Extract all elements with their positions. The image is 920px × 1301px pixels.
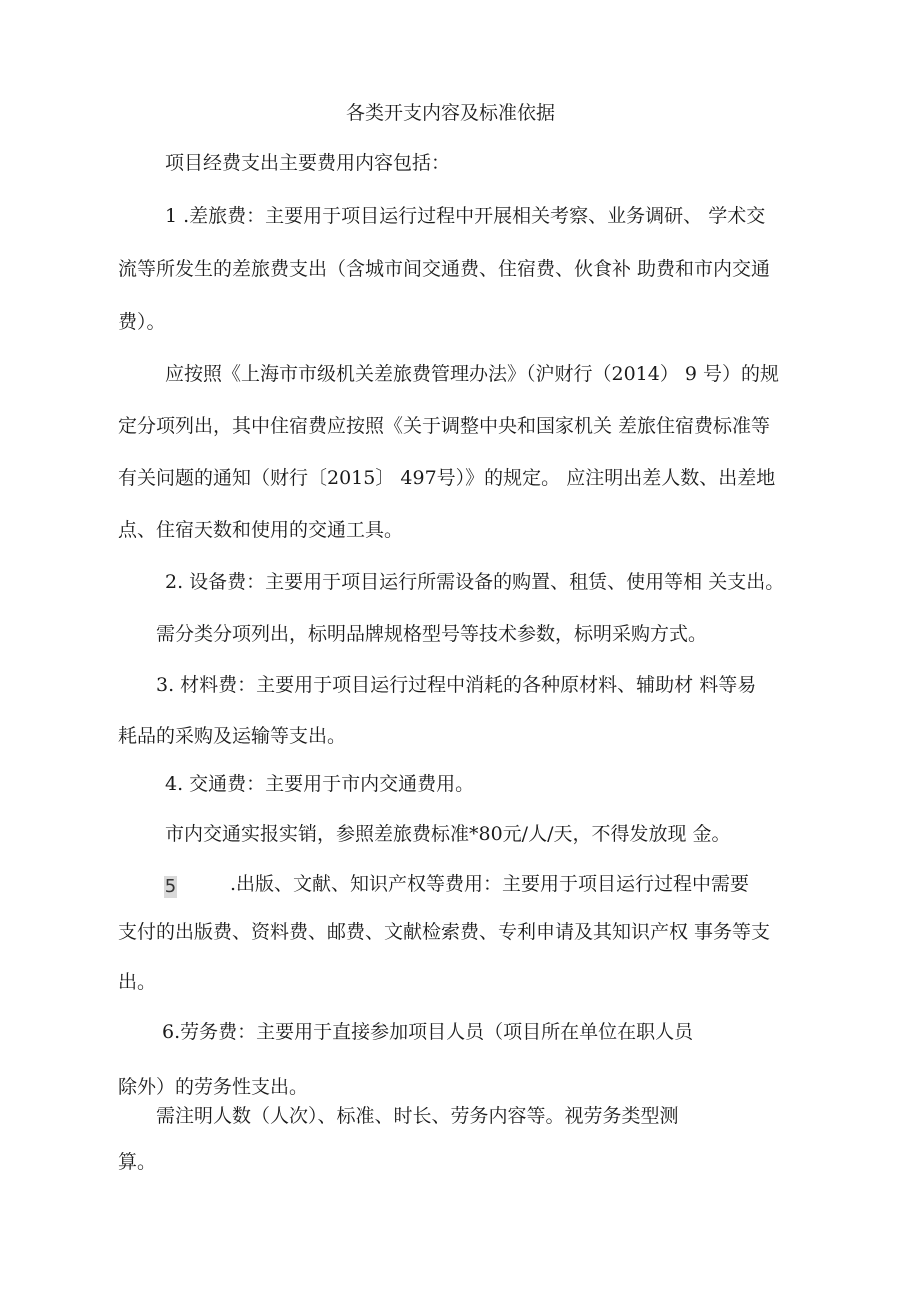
labor-line-2: 除外）的劳务性支出。 (118, 1076, 309, 1098)
travel-line-1: 1 .差旅费：主要用于项目运行过程中开展相关考察、业务调研、 学术交 (165, 205, 766, 227)
page-title: 各类开支内容及标准依据 (346, 102, 556, 124)
travel-line-5: 定分项列出，其中住宿费应按照《关于调整中央和国家机关 差旅住宿费标准等 (118, 415, 771, 437)
travel-line-3: 费）。 (118, 311, 166, 333)
labor-line-3: 需注明人数（人次）、标准、时长、劳务内容等。视劳务类型测 (156, 1105, 679, 1127)
travel-line-2: 流等所发生的差旅费支出（含城市间交通费、住宿费、伙食补 助费和市内交通 (118, 258, 771, 280)
section-number-5: 5 (164, 876, 177, 897)
labor-line-1: 6.劳务费：主要用于直接参加项目人员（项目所在单位在职人员 (162, 1021, 694, 1043)
publication-line-2: 支付的出版费、资料费、邮费、文献检索费、专利申请及其知识产权 事务等支 (118, 921, 771, 943)
publication-line-1: .出版、文献、知识产权等费用：主要用于项目运行过程中需要 (230, 873, 750, 895)
materials-line-1: 3. 材料费：主要用于项目运行过程中消耗的各种原材料、辅助材 料等易 (156, 674, 757, 696)
intro-text: 项目经费支出主要费用内容包括： (165, 152, 451, 174)
publication-line-3: 出。 (118, 971, 157, 993)
transport-line-2: 市内交通实报实销，参照差旅费标准*80元/人/天，不得发放现 金。 (165, 823, 731, 845)
equipment-line-1: 2. 设备费：主要用于项目运行所需设备的购置、租赁、使用等相 关支出。 (165, 571, 785, 593)
travel-line-4: 应按照《上海市市级机关差旅费管理办法》（沪财行（2014） 9 号）的规 (165, 363, 780, 385)
materials-line-2: 耗品的采购及运输等支出。 (118, 725, 347, 747)
travel-line-7: 点、住宿天数和使用的交通工具。 (118, 519, 404, 541)
labor-line-4: 算。 (118, 1151, 157, 1173)
travel-line-6: 有关问题的通知（财行〔2015〕 497号）》的规定。 应注明出差人数、出差地 (118, 467, 776, 489)
equipment-line-2: 需分类分项列出，标明品牌规格型号等技术参数，标明采购方式。 (156, 623, 708, 645)
transport-line-1: 4. 交通费：主要用于市内交通费用。 (165, 773, 475, 795)
